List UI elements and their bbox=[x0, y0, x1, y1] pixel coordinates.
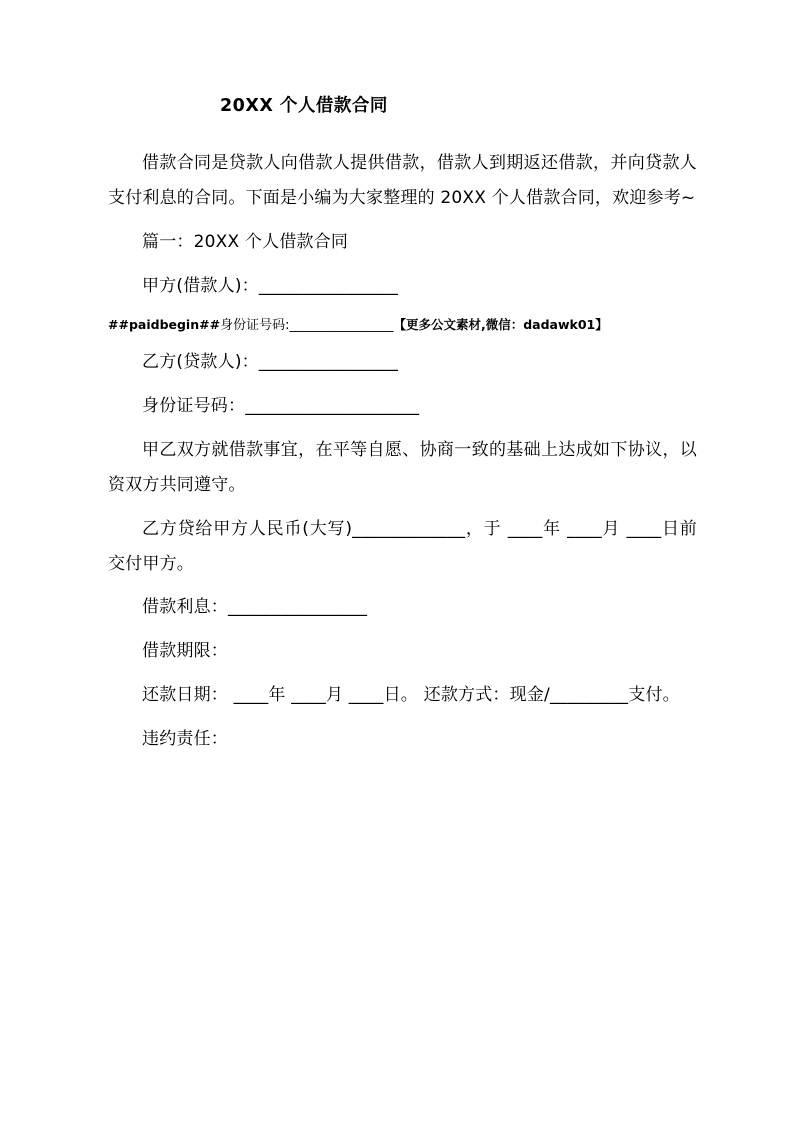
paid-marker-line bbox=[108, 312, 697, 339]
liability-label: 违约责任： bbox=[142, 728, 228, 749]
marker-wechat-note: 【更多公文素材,微信：dadawk01】 bbox=[393, 317, 608, 333]
paidbegin-marker: ##paidbegin## bbox=[108, 317, 221, 333]
loan-amount-paragraph: 乙方贷给甲方人民币(大写)_____________，于 ____年 ____月 ____日前交付甲方。 bbox=[108, 518, 697, 574]
intro-paragraph: 借款合同是贷款人向借款人提供借款，借款人到期返还借款，并向贷款人支付利息的合同。下面是小编为大家整理的 20XX 个人借款合同，欢迎参考~ bbox=[108, 153, 697, 208]
interest-field: 借款利息：________________ bbox=[142, 597, 368, 618]
party-a-field: 甲方(借款人)：________________ bbox=[142, 275, 399, 296]
agreement-paragraph: 甲乙双方就借款事宜，在平等自愿、协商一致的基础上达成如下协议，以资双方共同遵守。 bbox=[108, 440, 697, 495]
section-heading: 篇一：20XX 个人借款合同 bbox=[142, 231, 349, 252]
party-b-id-field: 身份证号码：____________________ bbox=[142, 396, 420, 417]
page-title: 20XX 个人借款合同 bbox=[220, 96, 388, 116]
party-b-field: 乙方(贷款人)：________________ bbox=[142, 352, 399, 373]
marker-id-label: 身份证号码:________________ bbox=[220, 318, 394, 334]
term-label: 借款期限： bbox=[142, 641, 228, 662]
repayment-paragraph: 还款日期： ____年 ____月 ____日。 还款方式：现金/_________支付。 bbox=[142, 685, 680, 706]
